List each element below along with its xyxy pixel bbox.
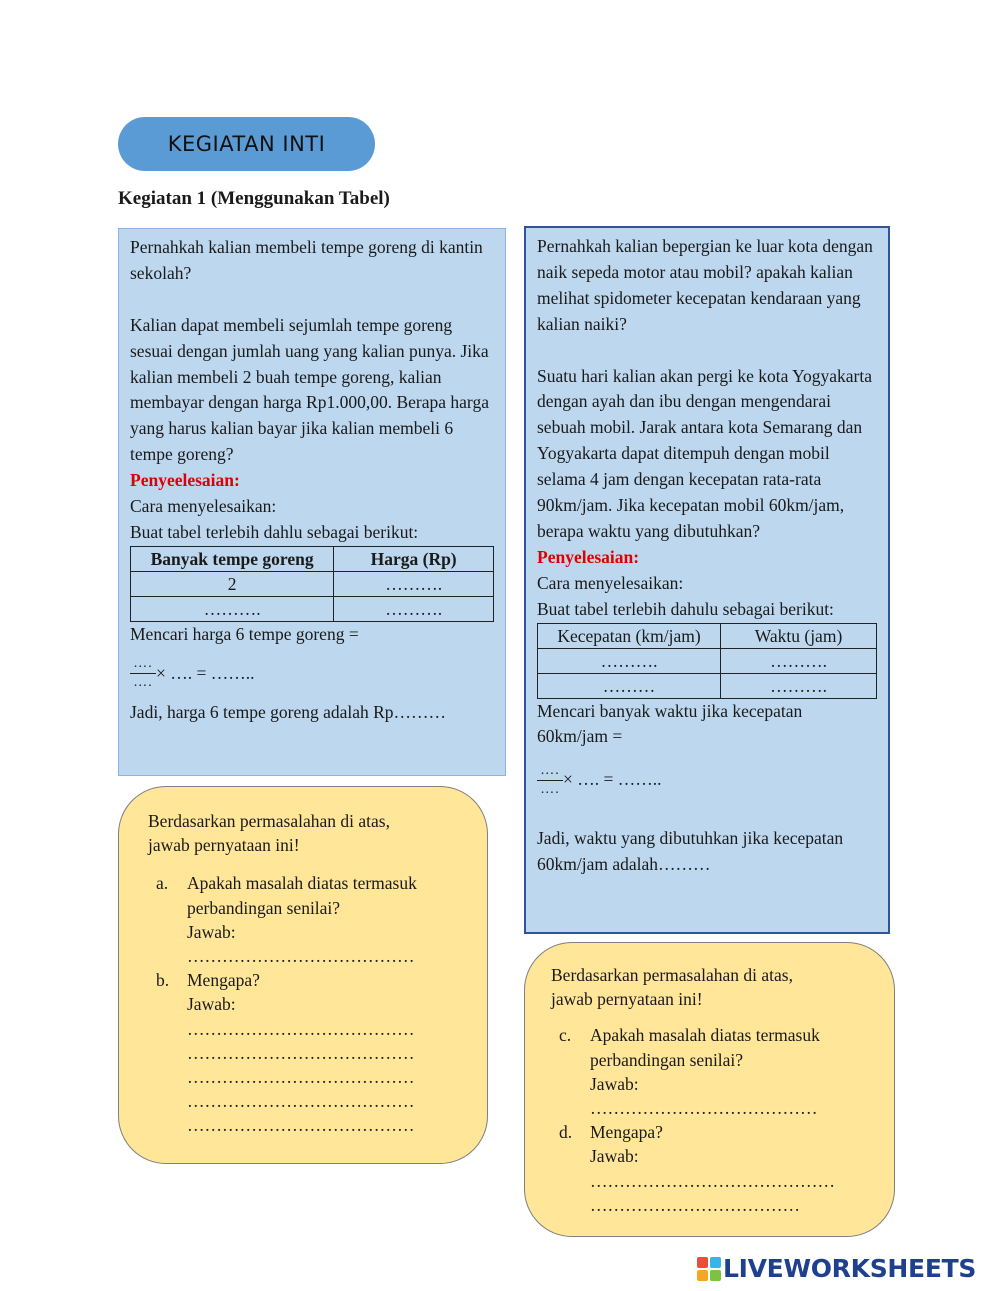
table-cell[interactable]: 2 <box>131 571 334 596</box>
left-problem-panel <box>118 228 506 776</box>
question-text: Apakah masalah diatas termasuk <box>590 1025 820 1046</box>
left-table <box>130 546 494 622</box>
answer-blank[interactable]: ……………………………… <box>590 1194 800 1215</box>
question-text: Mengapa? <box>590 1122 663 1143</box>
question-label: b. <box>156 970 170 991</box>
left-conclusion[interactable]: Jadi, harga 6 tempe goreng adalah Rp……… <box>130 701 447 722</box>
answer-label: Jawab: <box>590 1073 639 1094</box>
table-cell[interactable]: ………. <box>334 571 494 596</box>
fraction[interactable] <box>537 764 563 797</box>
right-problem-panel <box>524 226 890 934</box>
left-story: Kalian dapat membeli sejumlah tempe goreng sesuai dengan jumlah uang yang kalian punya. Jika kalian membeli 2 buah tempe goreng, kalian membayar dengan harga Rp1.000,00. Berapa harga yang harus kalian bayar jika kalian membeli 6 tempe goreng? <box>130 314 489 465</box>
question-label: c. <box>559 1025 572 1046</box>
question-text: perbandingan senilai? <box>590 1049 744 1070</box>
table-cell[interactable]: ………. <box>538 648 721 673</box>
question-intro: Berdasarkan permasalahan di atas, <box>551 965 793 985</box>
fraction[interactable] <box>130 657 156 690</box>
section-pill <box>118 117 375 171</box>
left-find-text: Mencari harga 6 tempe goreng = <box>130 623 359 644</box>
answer-blank[interactable]: ………………………………… <box>187 1042 415 1063</box>
liveworksheets-logo-icon <box>697 1257 721 1281</box>
fraction-denominator[interactable]: …. <box>540 781 560 797</box>
left-solution-label: Penyeelesaian: <box>130 470 240 491</box>
right-solution-label: Penyelesaian: <box>537 546 640 567</box>
answer-label: Jawab: <box>590 1146 639 1167</box>
left-method: Cara menyelesaikan: <box>130 496 277 517</box>
answer-label: Jawab: <box>187 994 236 1015</box>
table-cell[interactable]: ………. <box>131 596 334 621</box>
question-intro: jawab pernyataan ini! <box>148 835 300 856</box>
question-text: Mengapa? <box>187 970 260 991</box>
table-row <box>538 648 877 673</box>
table-header-row <box>538 623 877 648</box>
fraction-bar <box>537 780 563 781</box>
question-label: a. <box>156 873 169 894</box>
question-text: Apakah masalah diatas termasuk <box>187 873 417 894</box>
fraction-bar <box>130 673 156 674</box>
section-pill-label: KEGIATAN INTI <box>167 132 326 156</box>
activity-title: Kegiatan 1 (Menggunakan Tabel) <box>118 188 390 209</box>
liveworksheets-logo <box>697 1254 976 1283</box>
answer-blank[interactable]: ………………………………… <box>187 946 415 967</box>
table-header-cell: Kecepatan (km/jam) <box>538 623 721 648</box>
table-header-row <box>131 546 494 571</box>
table-header-cell: Banyak tempe goreng <box>131 546 334 571</box>
question-a <box>148 871 473 968</box>
answer-blank[interactable]: ………………………………… <box>590 1098 818 1119</box>
answer-blank[interactable]: ………………………………… <box>187 1018 415 1039</box>
table-cell[interactable]: ………. <box>721 673 877 698</box>
left-fraction-equation <box>130 648 494 700</box>
fraction-numerator[interactable]: …. <box>540 762 560 778</box>
question-intro: jawab pernyataan ini! <box>551 989 703 1010</box>
answer-blank[interactable]: ………………………………… <box>187 1115 415 1136</box>
question-intro: Berdasarkan permasalahan di atas, <box>148 811 390 831</box>
question-text: perbandingan senilai? <box>187 897 341 918</box>
table-header-cell: Harga (Rp) <box>334 546 494 571</box>
question-b <box>148 968 473 1137</box>
right-intro: Pernahkah kalian bepergian ke luar kota dengan naik sepeda motor atau mobil? apakah kalian melihat spidometer kecepatan kendaraan yang kalian naiki? <box>537 236 873 334</box>
fraction-numerator[interactable]: …. <box>133 656 153 672</box>
table-cell[interactable]: ………. <box>334 596 494 621</box>
right-conclusion[interactable]: Jadi, waktu yang dibutuhkan jika kecepatan 60km/jam adalah……… <box>537 828 844 875</box>
left-question-box <box>118 786 488 1164</box>
question-c <box>551 1023 882 1120</box>
logo-text: LIVEWORKSHEETS <box>723 1254 977 1283</box>
right-fraction-equation <box>537 750 877 810</box>
left-intro: Pernahkah kalian membeli tempe goreng di kantin sekolah? <box>130 237 483 283</box>
table-row <box>131 596 494 621</box>
fraction-denominator[interactable]: …. <box>133 675 153 691</box>
equation-rest[interactable]: × …. = …….. <box>156 662 255 683</box>
table-cell[interactable]: ………. <box>721 648 877 673</box>
question-label: d. <box>559 1122 573 1143</box>
table-row <box>538 673 877 698</box>
answer-label: Jawab: <box>187 921 236 942</box>
table-cell[interactable]: ……… <box>538 673 721 698</box>
equation-rest[interactable]: × …. = …….. <box>563 769 662 790</box>
right-table-intro: Buat tabel terlebih dahulu sebagai berikut: <box>537 598 834 619</box>
answer-blank[interactable]: ………………………………… <box>187 1067 415 1088</box>
table-header-cell: Waktu (jam) <box>721 623 877 648</box>
right-find-text: Mencari banyak waktu jika kecepatan 60km/jam = <box>537 700 803 747</box>
right-method: Cara menyelesaikan: <box>537 572 684 593</box>
right-story: Suatu hari kalian akan pergi ke kota Yogyakarta dengan ayah dan ibu dengan mengendarai sebuah mobil. Jarak antara kota Semarang dan Yogyakarta dapat ditempuh dengan mobil selama 4 jam dengan kecepatan rata-rata 90km/jam. Jika kecepatan mobil 60km/jam, berapa waktu yang dibutuhkan? <box>537 365 873 541</box>
right-question-box <box>524 942 895 1237</box>
left-table-intro: Buat tabel terlebih dahlu sebagai berikut: <box>130 521 419 542</box>
table-row <box>131 571 494 596</box>
answer-blank[interactable]: …………………………………… <box>590 1170 835 1191</box>
answer-blank[interactable]: ………………………………… <box>187 1091 415 1112</box>
right-table <box>537 623 877 699</box>
question-d <box>551 1120 882 1217</box>
